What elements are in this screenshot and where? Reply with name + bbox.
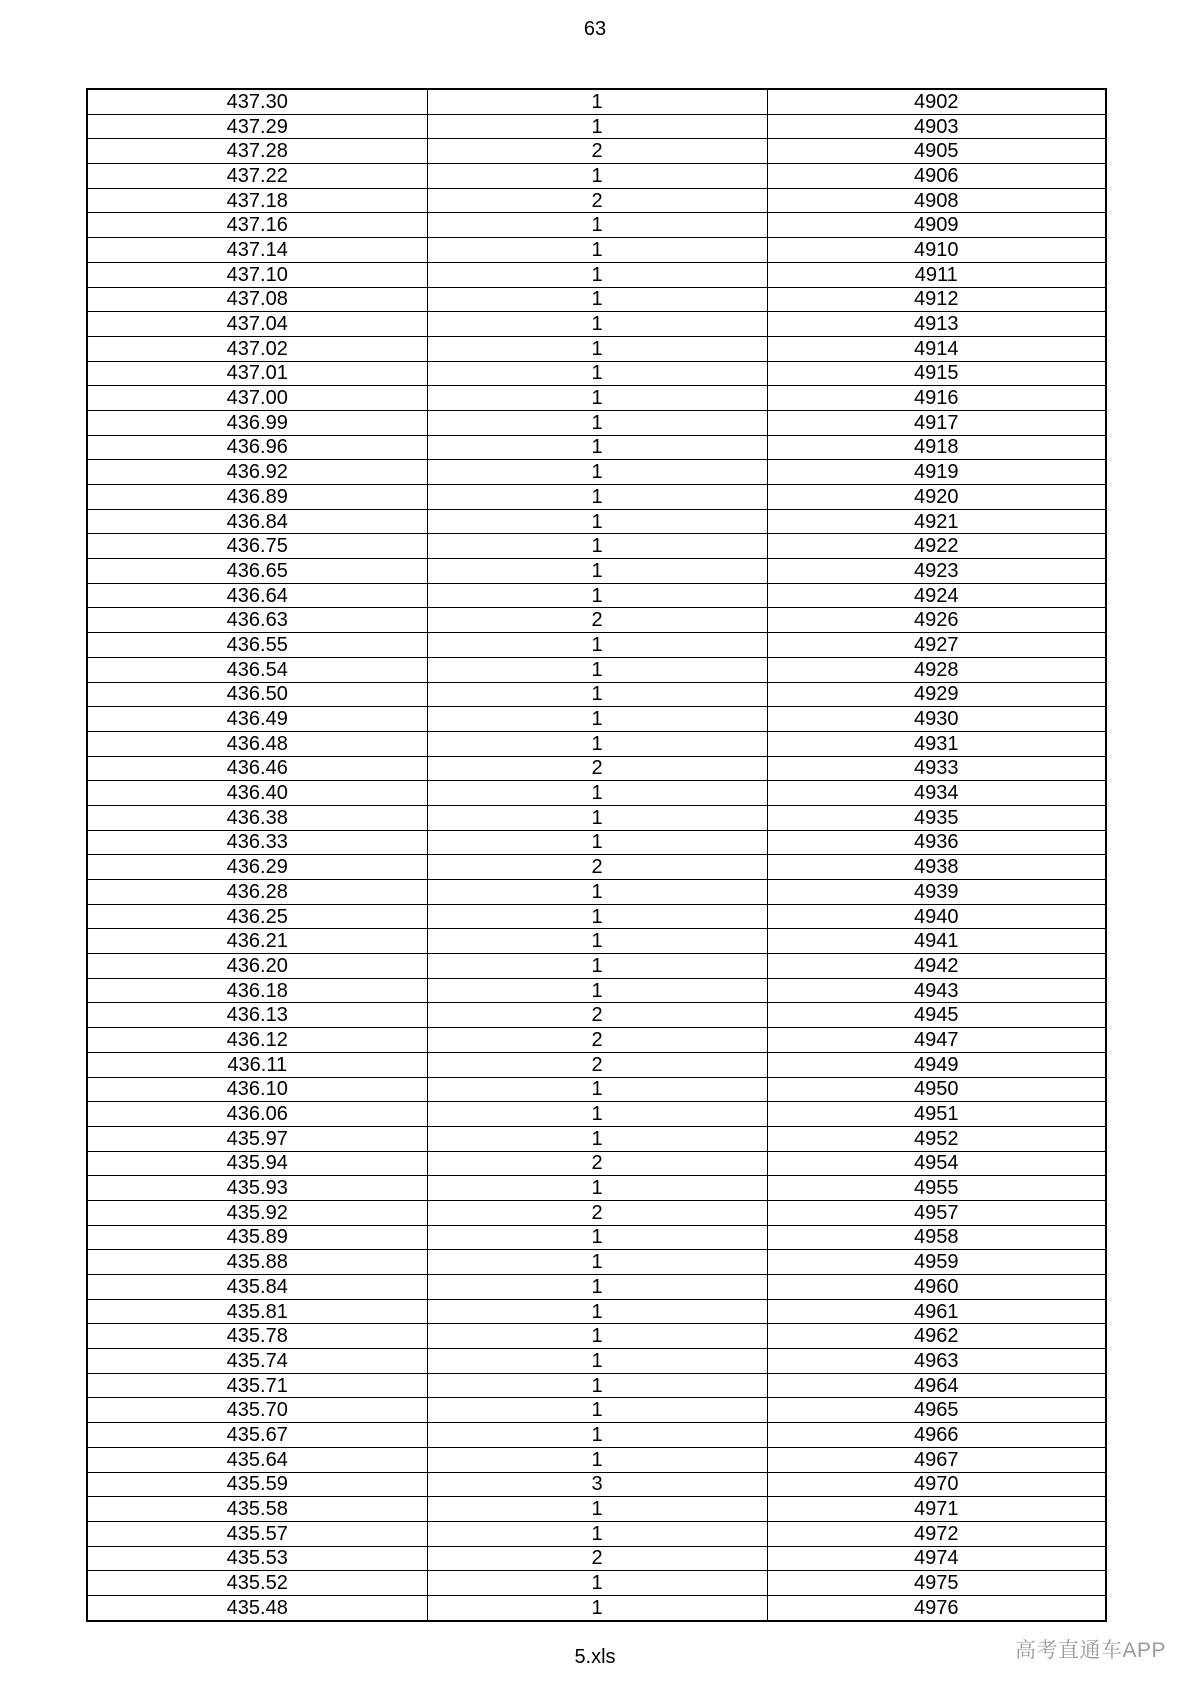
cumulative-cell: 4949 — [767, 1052, 1106, 1077]
cumulative-cell: 4967 — [767, 1447, 1106, 1472]
table-row — [87, 1151, 1106, 1176]
count-cell: 1 — [427, 707, 767, 732]
score-cell: 435.93 — [87, 1176, 427, 1201]
table-row — [87, 485, 1106, 510]
cumulative-cell: 4939 — [767, 880, 1106, 905]
table-row — [87, 880, 1106, 905]
table-row — [87, 657, 1106, 682]
count-cell: 2 — [427, 139, 767, 164]
table-row — [87, 386, 1106, 411]
table-row — [87, 1200, 1106, 1225]
page-number: 63 — [583, 18, 607, 40]
score-cell: 435.64 — [87, 1447, 427, 1472]
count-cell: 1 — [427, 312, 767, 337]
count-cell: 1 — [427, 1324, 767, 1349]
count-cell: 2 — [427, 1546, 767, 1571]
count-cell: 2 — [427, 1052, 767, 1077]
table-row — [87, 1571, 1106, 1596]
score-cell: 436.38 — [87, 805, 427, 830]
cumulative-cell: 4915 — [767, 361, 1106, 386]
count-cell: 1 — [427, 1250, 767, 1275]
table-row — [87, 410, 1106, 435]
score-cell: 436.13 — [87, 1003, 427, 1028]
table-row — [87, 238, 1106, 263]
score-cell: 435.78 — [87, 1324, 427, 1349]
table-row — [87, 114, 1106, 139]
cumulative-cell: 4955 — [767, 1176, 1106, 1201]
count-cell: 1 — [427, 460, 767, 485]
score-cell: 435.81 — [87, 1299, 427, 1324]
cumulative-cell: 4975 — [767, 1571, 1106, 1596]
table-row — [87, 633, 1106, 658]
count-cell: 1 — [427, 336, 767, 361]
count-cell: 1 — [427, 1225, 767, 1250]
count-cell: 1 — [427, 114, 767, 139]
score-cell: 437.00 — [87, 386, 427, 411]
cumulative-cell: 4929 — [767, 682, 1106, 707]
score-cell: 436.46 — [87, 756, 427, 781]
score-cell: 436.18 — [87, 978, 427, 1003]
table-row — [87, 1003, 1106, 1028]
cumulative-cell: 4933 — [767, 756, 1106, 781]
count-cell: 3 — [427, 1472, 767, 1497]
cumulative-cell: 4947 — [767, 1028, 1106, 1053]
cumulative-cell: 4966 — [767, 1423, 1106, 1448]
cumulative-cell: 4921 — [767, 509, 1106, 534]
count-cell: 1 — [427, 1176, 767, 1201]
cumulative-cell: 4961 — [767, 1299, 1106, 1324]
table-row — [87, 460, 1106, 485]
table-row — [87, 1299, 1106, 1324]
table-row — [87, 756, 1106, 781]
table-row — [87, 1497, 1106, 1522]
table-row — [87, 805, 1106, 830]
score-cell: 435.70 — [87, 1398, 427, 1423]
score-cell: 436.33 — [87, 830, 427, 855]
count-cell: 2 — [427, 756, 767, 781]
score-cell: 437.28 — [87, 139, 427, 164]
table-row — [87, 583, 1106, 608]
score-cell: 436.64 — [87, 583, 427, 608]
score-cell: 436.96 — [87, 435, 427, 460]
count-cell: 2 — [427, 608, 767, 633]
score-cell: 435.97 — [87, 1126, 427, 1151]
cumulative-cell: 4923 — [767, 559, 1106, 584]
table-row — [87, 608, 1106, 633]
table-row — [87, 707, 1106, 732]
count-cell: 1 — [427, 410, 767, 435]
count-cell: 1 — [427, 485, 767, 510]
score-cell: 436.48 — [87, 731, 427, 756]
score-cell: 435.48 — [87, 1595, 427, 1620]
cumulative-cell: 4916 — [767, 386, 1106, 411]
count-cell: 2 — [427, 1028, 767, 1053]
table-row — [87, 188, 1106, 213]
cumulative-cell: 4918 — [767, 435, 1106, 460]
score-cell: 435.57 — [87, 1521, 427, 1546]
score-cell: 436.63 — [87, 608, 427, 633]
table-row — [87, 929, 1106, 954]
score-cell: 436.06 — [87, 1102, 427, 1127]
cumulative-cell: 4922 — [767, 534, 1106, 559]
table-row — [87, 1398, 1106, 1423]
cumulative-cell: 4934 — [767, 781, 1106, 806]
score-cell: 437.14 — [87, 238, 427, 263]
cumulative-cell: 4931 — [767, 731, 1106, 756]
cumulative-cell: 4902 — [767, 89, 1106, 114]
table-row — [87, 89, 1106, 114]
count-cell: 1 — [427, 1595, 767, 1620]
cumulative-cell: 4935 — [767, 805, 1106, 830]
table-row — [87, 1176, 1106, 1201]
cumulative-cell: 4919 — [767, 460, 1106, 485]
count-cell: 1 — [427, 361, 767, 386]
table-row — [87, 978, 1106, 1003]
score-cell: 436.65 — [87, 559, 427, 584]
score-cell: 437.08 — [87, 287, 427, 312]
count-cell: 1 — [427, 559, 767, 584]
table-row — [87, 1250, 1106, 1275]
cumulative-cell: 4917 — [767, 410, 1106, 435]
count-cell: 1 — [427, 1398, 767, 1423]
score-cell: 437.02 — [87, 336, 427, 361]
cumulative-cell: 4920 — [767, 485, 1106, 510]
cumulative-cell: 4912 — [767, 287, 1106, 312]
cumulative-cell: 4964 — [767, 1373, 1106, 1398]
count-cell: 1 — [427, 386, 767, 411]
cumulative-cell: 4911 — [767, 262, 1106, 287]
count-cell: 1 — [427, 1447, 767, 1472]
score-table-body — [87, 89, 1106, 1621]
table-row — [87, 1373, 1106, 1398]
score-cell: 437.18 — [87, 188, 427, 213]
count-cell: 1 — [427, 164, 767, 189]
table-row — [87, 509, 1106, 534]
score-cell: 435.58 — [87, 1497, 427, 1522]
table-row — [87, 855, 1106, 880]
cumulative-cell: 4952 — [767, 1126, 1106, 1151]
count-cell: 1 — [427, 830, 767, 855]
table-row — [87, 1546, 1106, 1571]
count-cell: 1 — [427, 238, 767, 263]
score-cell: 437.01 — [87, 361, 427, 386]
score-cell: 436.49 — [87, 707, 427, 732]
count-cell: 1 — [427, 880, 767, 905]
count-cell: 1 — [427, 1126, 767, 1151]
count-cell: 1 — [427, 287, 767, 312]
score-cell: 436.54 — [87, 657, 427, 682]
count-cell: 2 — [427, 855, 767, 880]
cumulative-cell: 4972 — [767, 1521, 1106, 1546]
table-row — [87, 336, 1106, 361]
score-cell: 435.94 — [87, 1151, 427, 1176]
score-cell: 436.92 — [87, 460, 427, 485]
table-row — [87, 954, 1106, 979]
count-cell: 1 — [427, 583, 767, 608]
cumulative-cell: 4905 — [767, 139, 1106, 164]
cumulative-cell: 4965 — [767, 1398, 1106, 1423]
count-cell: 1 — [427, 954, 767, 979]
cumulative-cell: 4957 — [767, 1200, 1106, 1225]
count-cell: 1 — [427, 1349, 767, 1374]
cumulative-cell: 4940 — [767, 904, 1106, 929]
table-row — [87, 1077, 1106, 1102]
table-row — [87, 312, 1106, 337]
score-cell: 436.21 — [87, 929, 427, 954]
cumulative-cell: 4938 — [767, 855, 1106, 880]
table-row — [87, 1324, 1106, 1349]
table-row — [87, 904, 1106, 929]
table-row — [87, 287, 1106, 312]
count-cell: 1 — [427, 1373, 767, 1398]
score-cell: 435.84 — [87, 1275, 427, 1300]
score-table — [86, 88, 1107, 1622]
cumulative-cell: 4976 — [767, 1595, 1106, 1620]
table-row — [87, 361, 1106, 386]
score-cell: 436.12 — [87, 1028, 427, 1053]
score-cell: 436.28 — [87, 880, 427, 905]
count-cell: 2 — [427, 1003, 767, 1028]
count-cell: 1 — [427, 904, 767, 929]
count-cell: 1 — [427, 781, 767, 806]
count-cell: 1 — [427, 89, 767, 114]
cumulative-cell: 4962 — [767, 1324, 1106, 1349]
count-cell: 1 — [427, 731, 767, 756]
score-cell: 437.29 — [87, 114, 427, 139]
cumulative-cell: 4942 — [767, 954, 1106, 979]
table-row — [87, 559, 1106, 584]
table-row — [87, 1275, 1106, 1300]
cumulative-cell: 4927 — [767, 633, 1106, 658]
count-cell: 1 — [427, 534, 767, 559]
count-cell: 1 — [427, 657, 767, 682]
score-cell: 437.22 — [87, 164, 427, 189]
score-cell: 436.11 — [87, 1052, 427, 1077]
table-row — [87, 1349, 1106, 1374]
table-row — [87, 1472, 1106, 1497]
count-cell: 1 — [427, 435, 767, 460]
count-cell: 1 — [427, 1077, 767, 1102]
cumulative-cell: 4926 — [767, 608, 1106, 633]
table-row — [87, 164, 1106, 189]
cumulative-cell: 4908 — [767, 188, 1106, 213]
score-cell: 435.67 — [87, 1423, 427, 1448]
table-row — [87, 1423, 1106, 1448]
count-cell: 1 — [427, 262, 767, 287]
cumulative-cell: 4909 — [767, 213, 1106, 238]
score-cell: 436.55 — [87, 633, 427, 658]
cumulative-cell: 4943 — [767, 978, 1106, 1003]
cumulative-cell: 4906 — [767, 164, 1106, 189]
cumulative-cell: 4959 — [767, 1250, 1106, 1275]
table-row — [87, 435, 1106, 460]
score-cell: 435.52 — [87, 1571, 427, 1596]
score-cell: 436.99 — [87, 410, 427, 435]
cumulative-cell: 4958 — [767, 1225, 1106, 1250]
cumulative-cell: 4974 — [767, 1546, 1106, 1571]
cumulative-cell: 4928 — [767, 657, 1106, 682]
score-cell: 437.16 — [87, 213, 427, 238]
table-row — [87, 682, 1106, 707]
cumulative-cell: 4913 — [767, 312, 1106, 337]
table-row — [87, 1052, 1106, 1077]
score-cell: 435.89 — [87, 1225, 427, 1250]
count-cell: 2 — [427, 1200, 767, 1225]
count-cell: 1 — [427, 1102, 767, 1127]
table-row — [87, 1028, 1106, 1053]
cumulative-cell: 4950 — [767, 1077, 1106, 1102]
cumulative-cell: 4910 — [767, 238, 1106, 263]
score-cell: 436.50 — [87, 682, 427, 707]
count-cell: 1 — [427, 682, 767, 707]
score-cell: 436.10 — [87, 1077, 427, 1102]
count-cell: 2 — [427, 188, 767, 213]
table-row — [87, 139, 1106, 164]
cumulative-cell: 4951 — [767, 1102, 1106, 1127]
cumulative-cell: 4930 — [767, 707, 1106, 732]
cumulative-cell: 4941 — [767, 929, 1106, 954]
cumulative-cell: 4971 — [767, 1497, 1106, 1522]
count-cell: 1 — [427, 509, 767, 534]
cumulative-cell: 4903 — [767, 114, 1106, 139]
score-cell: 437.04 — [87, 312, 427, 337]
cumulative-cell: 4936 — [767, 830, 1106, 855]
table-row — [87, 1225, 1106, 1250]
score-cell: 435.74 — [87, 1349, 427, 1374]
count-cell: 1 — [427, 1571, 767, 1596]
table-row — [87, 262, 1106, 287]
score-cell: 437.30 — [87, 89, 427, 114]
table-row — [87, 1126, 1106, 1151]
table-row — [87, 1521, 1106, 1546]
score-cell: 435.88 — [87, 1250, 427, 1275]
table-row — [87, 731, 1106, 756]
table-row — [87, 1447, 1106, 1472]
cumulative-cell: 4945 — [767, 1003, 1106, 1028]
score-cell: 436.25 — [87, 904, 427, 929]
count-cell: 1 — [427, 1423, 767, 1448]
cumulative-cell: 4963 — [767, 1349, 1106, 1374]
score-cell: 435.71 — [87, 1373, 427, 1398]
score-cell: 437.10 — [87, 262, 427, 287]
count-cell: 1 — [427, 1275, 767, 1300]
score-cell: 435.92 — [87, 1200, 427, 1225]
score-cell: 435.59 — [87, 1472, 427, 1497]
count-cell: 1 — [427, 929, 767, 954]
table-row — [87, 781, 1106, 806]
score-cell: 436.75 — [87, 534, 427, 559]
cumulative-cell: 4914 — [767, 336, 1106, 361]
count-cell: 1 — [427, 805, 767, 830]
score-cell: 436.84 — [87, 509, 427, 534]
count-cell: 1 — [427, 978, 767, 1003]
cumulative-cell: 4960 — [767, 1275, 1106, 1300]
table-row — [87, 534, 1106, 559]
table-row — [87, 1102, 1106, 1127]
footer-filename: 5.xls — [574, 1646, 616, 1668]
count-cell: 1 — [427, 1521, 767, 1546]
table-row — [87, 1595, 1106, 1620]
count-cell: 1 — [427, 1299, 767, 1324]
count-cell: 1 — [427, 1497, 767, 1522]
count-cell: 2 — [427, 1151, 767, 1176]
table-row — [87, 830, 1106, 855]
score-cell: 435.53 — [87, 1546, 427, 1571]
cumulative-cell: 4924 — [767, 583, 1106, 608]
score-cell: 436.20 — [87, 954, 427, 979]
score-cell: 436.40 — [87, 781, 427, 806]
score-cell: 436.29 — [87, 855, 427, 880]
cumulative-cell: 4954 — [767, 1151, 1106, 1176]
table-row — [87, 213, 1106, 238]
score-cell: 436.89 — [87, 485, 427, 510]
watermark: 高考直通车APP — [1014, 1639, 1166, 1662]
count-cell: 1 — [427, 633, 767, 658]
cumulative-cell: 4970 — [767, 1472, 1106, 1497]
count-cell: 1 — [427, 213, 767, 238]
